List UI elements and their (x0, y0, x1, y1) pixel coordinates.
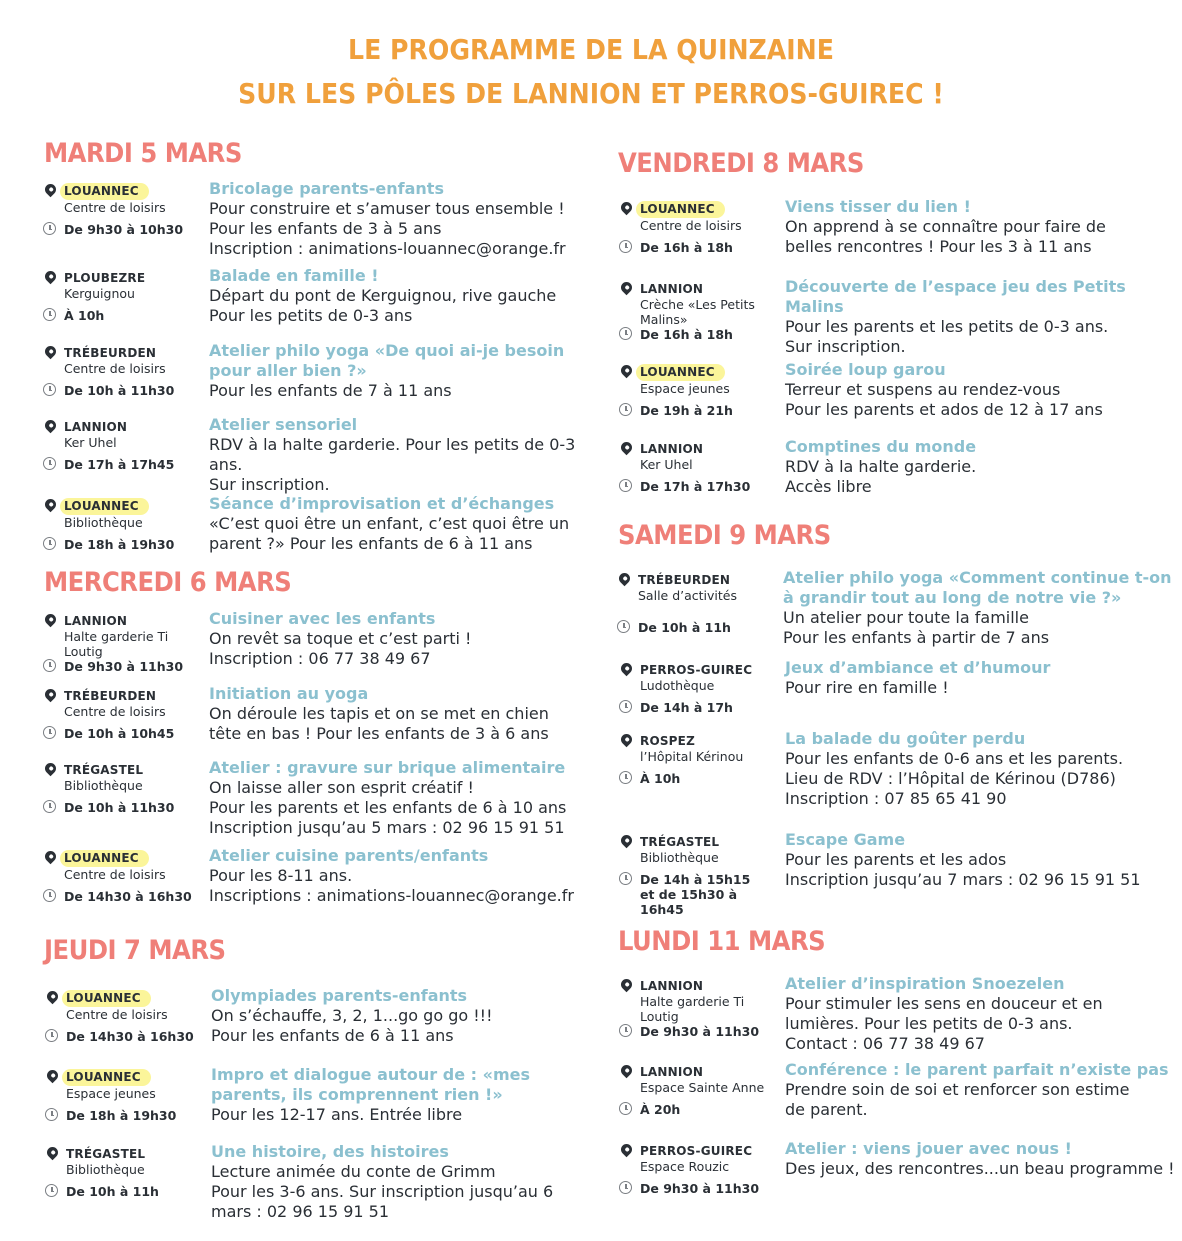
event-time: De 17h à 17h30 (640, 479, 751, 494)
event-venue: Bibliothèque (64, 778, 143, 793)
event-town: LANNION (640, 282, 704, 296)
event-venue: Centre de loisirs (640, 218, 742, 233)
event-title: Découverte de l’espace jeu des Petits Malins (785, 277, 1126, 316)
clock-icon (45, 1184, 58, 1197)
clock-icon (43, 383, 56, 396)
location-pin-icon (619, 363, 635, 379)
location-pin-icon (619, 1063, 635, 1079)
location-pin-icon (43, 182, 59, 198)
event-description: Pour les enfants de 7 à 11 ans (209, 381, 452, 400)
event-time: De 14h à 17h (640, 700, 733, 715)
clock-icon (43, 308, 56, 321)
event-description: On laisse aller son esprit créatif ! Pour les parents et les enfants de 6 à 10 ans Inscription jusqu’au 5 mars : 02 96 15 91 51 (209, 778, 567, 837)
event-town: LANNION (640, 442, 704, 456)
day-heading-samedi: SAMEDI 9 MARS (618, 520, 831, 551)
clock-icon (619, 240, 632, 253)
location-pin-icon (619, 732, 635, 748)
event-time: De 10h à 11h30 (64, 800, 175, 815)
location-pin-icon (617, 571, 633, 587)
event-time: De 14h30 à 16h30 (64, 889, 192, 904)
event-venue: Kerguignou (64, 286, 135, 301)
event-time: À 10h (640, 771, 681, 786)
event-time: De 18h à 19h30 (64, 537, 175, 552)
event-description: On déroule les tapis et on se met en chien tête en bas ! Pour les enfants de 3 à 6 ans (209, 704, 549, 743)
event-time: De 10h à 11h (66, 1184, 159, 1199)
event-description: Des jeux, des rencontres...un beau programme ! (785, 1159, 1175, 1178)
event-title: Atelier philo yoga «Comment continue t-on à grandir tout au long de notre vie ?» (783, 568, 1172, 607)
event-title: Atelier : viens jouer avec nous ! (785, 1139, 1072, 1158)
event-title: Viens tisser du lien ! (785, 197, 971, 216)
event-time: De 16h à 18h (640, 327, 733, 342)
location-pin-icon (43, 497, 59, 513)
event-time: De 10h à 10h45 (64, 726, 175, 741)
clock-icon (617, 620, 630, 633)
event-venue: Espace Sainte Anne (640, 1080, 765, 1095)
clock-icon (43, 659, 56, 672)
event-title: Atelier sensoriel (209, 415, 358, 434)
event-time: De 14h à 15h15 et de 15h30 à 16h45 (640, 872, 751, 917)
clock-icon (619, 1181, 632, 1194)
event-town: PERROS-GUIREC (640, 663, 753, 677)
event-title: Jeux d’ambiance et d’humour (785, 658, 1051, 677)
event-time: De 9h30 à 10h30 (64, 222, 184, 237)
event-description: Pour stimuler les sens en douceur et en lumières. Pour les petits de 0-3 ans. Contact : 06 77 38 49 67 (785, 994, 1103, 1053)
clock-icon (619, 1102, 632, 1115)
event-title: Soirée loup garou (785, 360, 946, 379)
clock-icon (619, 872, 632, 885)
event-time: De 17h à 17h45 (64, 457, 175, 472)
event-time: De 19h à 21h (640, 403, 733, 418)
event-time: De 9h30 à 11h30 (640, 1181, 760, 1196)
event-town: LANNION (640, 1065, 704, 1079)
page-header (0, 28, 1182, 116)
event-description: On revêt sa toque et c’est parti ! Inscription : 06 77 38 49 67 (209, 629, 472, 668)
event-description: Prendre soin de soi et renforcer son estime de parent. (785, 1080, 1130, 1119)
event-time: De 9h30 à 11h30 (64, 659, 184, 674)
event-description: «C’est quoi être un enfant, c’est quoi être un parent ?» Pour les enfants de 6 à 11 ans (209, 514, 570, 553)
event-title: Bricolage parents-enfants (209, 179, 444, 198)
day-heading-jeudi: JEUDI 7 MARS (44, 935, 226, 966)
event-venue: Bibliothèque (66, 1162, 145, 1177)
location-pin-icon (619, 661, 635, 677)
event-time: De 18h à 19h30 (66, 1108, 177, 1123)
clock-icon (619, 700, 632, 713)
event-venue: Crèche «Les Petits Malins» (640, 297, 755, 327)
location-pin-icon (43, 418, 59, 434)
location-pin-icon (45, 1145, 61, 1161)
event-town: TRÉGASTEL (640, 835, 720, 849)
event-title: Cuisiner avec les enfants (209, 609, 436, 628)
day-heading-lundi: LUNDI 11 MARS (618, 926, 826, 957)
event-title: Impro et dialogue autour de : «mes parents, ils comprennent rien !» (211, 1065, 530, 1104)
header-line-2: SUR LES PÔLES DE LANNION ET PERROS-GUIREC ! (238, 77, 944, 110)
event-time: À 20h (640, 1102, 681, 1117)
event-venue: Halte garderie Ti Loutig (64, 629, 169, 659)
location-pin-icon (619, 280, 635, 296)
event-description: Pour les 12-17 ans. Entrée libre (211, 1105, 463, 1124)
event-description: RDV à la halte garderie. Accès libre (785, 457, 977, 496)
event-time: De 16h à 18h (640, 240, 733, 255)
event-title: La balade du goûter perdu (785, 729, 1026, 748)
event-title: Atelier : gravure sur brique alimentaire (209, 758, 566, 777)
clock-icon (43, 457, 56, 470)
event-town: PERROS-GUIREC (640, 1144, 753, 1158)
event-town: LANNION (640, 979, 704, 993)
clock-icon (45, 1108, 58, 1121)
clock-icon (619, 403, 632, 416)
event-venue: Centre de loisirs (64, 867, 166, 882)
clock-icon (43, 800, 56, 813)
event-description: Pour rire en famille ! (785, 678, 949, 697)
event-title: Olympiades parents-enfants (211, 986, 468, 1005)
location-pin-icon (619, 1142, 635, 1158)
event-time: De 14h30 à 16h30 (66, 1029, 194, 1044)
event-town: LOUANNEC (62, 1069, 151, 1086)
event-description: Pour les 8-11 ans. Inscriptions : animations-louannec@orange.fr (209, 866, 574, 905)
event-town: TRÉBEURDEN (638, 573, 731, 587)
clock-icon (619, 479, 632, 492)
event-town: LANNION (64, 420, 128, 434)
location-pin-icon (45, 989, 61, 1005)
event-town: ROSPEZ (640, 734, 695, 748)
location-pin-icon (619, 440, 635, 456)
event-venue: Salle d’activités (638, 588, 737, 603)
event-venue: Ludothèque (640, 678, 715, 693)
event-venue: Ker Uhel (640, 457, 693, 472)
clock-icon (43, 537, 56, 550)
location-pin-icon (619, 977, 635, 993)
event-venue: Centre de loisirs (64, 361, 166, 376)
event-description: Pour les parents et les ados Inscription jusqu’au 7 mars : 02 96 15 91 51 (785, 850, 1141, 889)
event-town: LOUANNEC (60, 183, 149, 200)
day-heading-vendredi: VENDREDI 8 MARS (618, 148, 864, 179)
event-venue: l’Hôpital Kérinou (640, 749, 744, 764)
location-pin-icon (43, 612, 59, 628)
event-title: Une histoire, des histoires (211, 1142, 449, 1161)
event-town: LOUANNEC (60, 850, 149, 867)
event-description: Pour les parents et les petits de 0-3 ans. Sur inscription. (785, 317, 1109, 356)
clock-icon (619, 1024, 632, 1037)
event-venue: Bibliothèque (640, 850, 719, 865)
event-venue: Espace jeunes (640, 381, 730, 396)
clock-icon (619, 771, 632, 784)
event-town: PLOUBEZRE (64, 271, 146, 285)
clock-icon (43, 726, 56, 739)
event-title: Initiation au yoga (209, 684, 369, 703)
event-description: Un atelier pour toute la famille Pour les enfants à partir de 7 ans (783, 608, 1050, 647)
event-town: TRÉBEURDEN (64, 689, 157, 703)
event-title: Atelier philo yoga «De quoi ai-je besoin pour aller bien ?» (209, 341, 565, 380)
day-heading-mardi: MARDI 5 MARS (44, 138, 242, 169)
location-pin-icon (45, 1068, 61, 1084)
event-title: Atelier d’inspiration Snoezelen (785, 974, 1065, 993)
location-pin-icon (43, 687, 59, 703)
location-pin-icon (619, 833, 635, 849)
event-title: Atelier cuisine parents/enfants (209, 846, 489, 865)
event-town: LOUANNEC (62, 990, 151, 1007)
event-venue: Centre de loisirs (64, 704, 166, 719)
header-line-1: LE PROGRAMME DE LA QUINZAINE (348, 33, 834, 66)
event-description: Lecture animée du conte de Grimm Pour les 3-6 ans. Sur inscription jusqu’au 6 mars : 02 96 15 91 51 (211, 1162, 554, 1221)
event-title: Comptines du monde (785, 437, 977, 456)
event-town: LOUANNEC (636, 364, 725, 381)
location-pin-icon (43, 849, 59, 865)
event-time: De 9h30 à 11h30 (640, 1024, 760, 1039)
event-time: À 10h (64, 308, 105, 323)
location-pin-icon (619, 200, 635, 216)
event-venue: Espace jeunes (66, 1086, 156, 1101)
day-heading-mercredi: MERCREDI 6 MARS (44, 567, 292, 598)
event-venue: Bibliothèque (64, 515, 143, 530)
event-town: TRÉGASTEL (66, 1147, 146, 1161)
event-town: LANNION (64, 614, 128, 628)
event-venue: Centre de loisirs (66, 1007, 168, 1022)
event-title: Escape Game (785, 830, 906, 849)
event-town: TRÉGASTEL (64, 763, 144, 777)
clock-icon (43, 889, 56, 902)
event-description: Terreur et suspens au rendez-vous Pour les parents et ados de 12 à 17 ans (785, 380, 1103, 419)
event-description: On s’échauffe, 3, 2, 1...go go go !!! Pour les enfants de 6 à 11 ans (211, 1006, 493, 1045)
event-title: Balade en famille ! (209, 266, 379, 285)
event-town: LOUANNEC (636, 201, 725, 218)
clock-icon (619, 327, 632, 340)
event-time: De 10h à 11h (638, 620, 731, 635)
event-venue: Ker Uhel (64, 435, 117, 450)
event-town: TRÉBEURDEN (64, 346, 157, 360)
event-venue: Halte garderie Ti Loutig (640, 994, 745, 1024)
event-venue: Espace Rouzic (640, 1159, 730, 1174)
event-title: Séance d’improvisation et d’échanges (209, 494, 555, 513)
event-description: Pour les enfants de 0-6 ans et les parents. Lieu de RDV : l’Hôpital de Kérinou (D786) Inscription : 07 85 65 41 90 (785, 749, 1124, 808)
event-time: De 10h à 11h30 (64, 383, 175, 398)
location-pin-icon (43, 269, 59, 285)
clock-icon (43, 222, 56, 235)
location-pin-icon (43, 344, 59, 360)
event-description: Départ du pont de Kerguignou, rive gauche Pour les petits de 0-3 ans (209, 286, 557, 325)
event-description: On apprend à se connaître pour faire de belles rencontres ! Pour les 3 à 11 ans (785, 217, 1106, 256)
event-description: RDV à la halte garderie. Pour les petits de 0-3 ans. Sur inscription. (209, 435, 576, 494)
event-town: LOUANNEC (60, 498, 149, 515)
event-title: Conférence : le parent parfait n’existe pas (785, 1060, 1169, 1079)
event-venue: Centre de loisirs (64, 200, 166, 215)
event-description: Pour construire et s’amuser tous ensemble ! Pour les enfants de 3 à 5 ans Inscription : animations-louannec@orange.fr (209, 199, 566, 258)
clock-icon (45, 1029, 58, 1042)
location-pin-icon (43, 761, 59, 777)
